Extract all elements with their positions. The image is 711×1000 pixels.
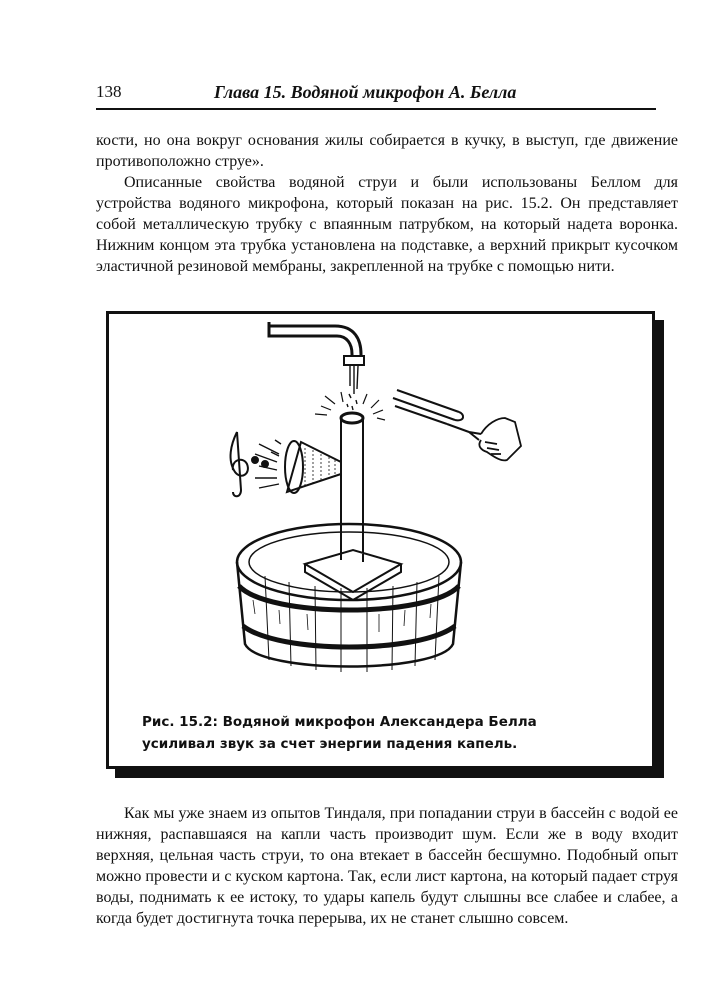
caption-line: Рис. 15.2: Водяной микрофон Александера Белла	[142, 714, 537, 730]
hand	[479, 418, 521, 460]
text-block-top	[96, 130, 678, 277]
water-stream	[347, 366, 358, 410]
paragraph: кости, но она вокруг основания жилы собирается в кучку, в выступ, где движение противоположно струе».	[96, 132, 678, 170]
page-header	[96, 80, 656, 110]
text-block-bottom	[96, 803, 678, 929]
funnel	[285, 441, 341, 493]
figure-caption	[142, 711, 612, 755]
page-number: 138	[96, 82, 122, 101]
faucet	[269, 322, 364, 365]
running-title: Глава 15. Водяной микрофон А. Белла	[214, 82, 517, 102]
tuning-fork	[393, 390, 481, 440]
paragraph: Как мы уже знаем из опытов Тиндаля, при попадании струи в бассейн с водой ее нижняя, распавшаяся на капли часть производит шум. Если же в воду входит верхняя, цельная часть струи, то она втекает в бассейн бесшумно. Подобный опыт можно провести и с куском картона. Так, если лист картона, на который падает струя воды, поднимать к ее истоку, то удары капель будут слышны все слабее и слабее, а когда будет достигнута точка перерыва, их не станет слышно совсем.	[96, 805, 678, 927]
water-microphone-illustration	[109, 314, 652, 704]
figure-frame	[106, 311, 655, 769]
caption-line: усиливал звук за счет энергии падения капель.	[142, 736, 518, 752]
metal-tube	[341, 413, 363, 562]
paragraph: Описанные свойства водяной струи и были использованы Беллом для устройства водяного микрофона, который показан на рис. 15.2. Он представляет собой металлическую трубку с впаянным патрубком, на который надета воронка. Нижним концом эта трубка установлена на подставке, а верхний прикрыт кусочком эластичной резиновой мембраны, закрепленной на трубке с помощью нити.	[96, 174, 678, 275]
